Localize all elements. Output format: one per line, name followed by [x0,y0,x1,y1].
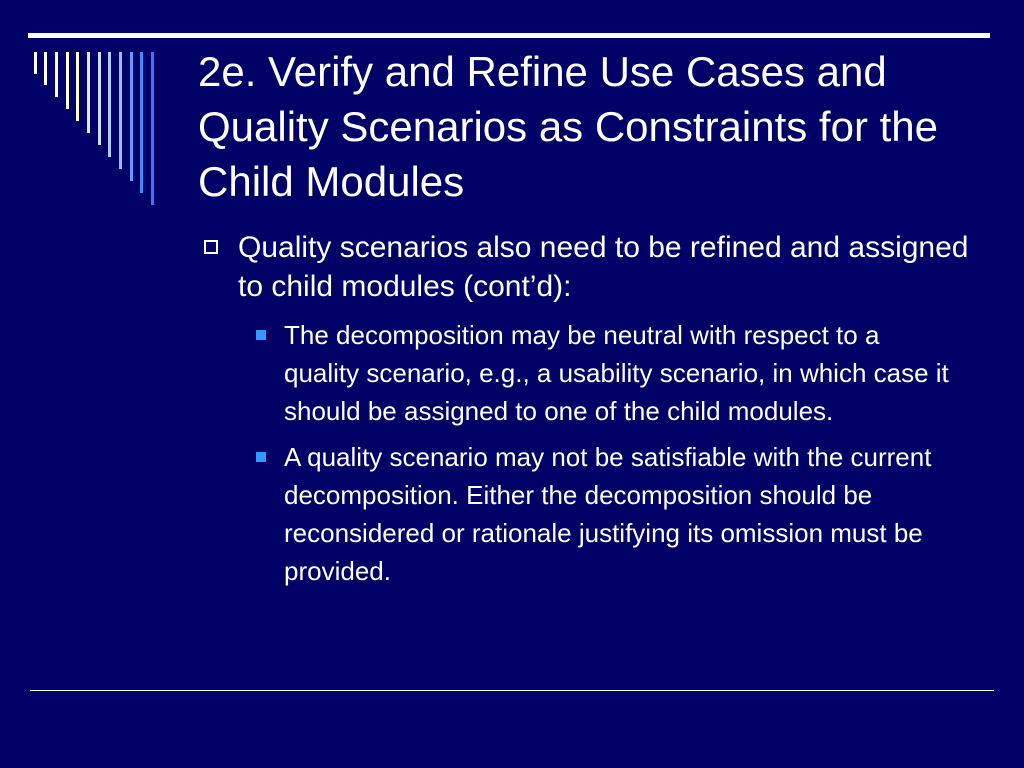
stripe [76,52,79,121]
sub-bullet-text: The decomposition may be neutral with respect to a quality scenario, e.g., a usability scenario, in which case it should be assigned to one of the child modules. [284,320,949,426]
square-bullet-icon [256,330,266,340]
sub-bullet-item [254,438,954,590]
sub-bullet-item [254,316,954,430]
stripe [34,52,37,74]
stripe [108,52,111,157]
sub-bullet-text: A quality scenario may not be satisfiable with the current decomposition. Either the decomposition should be reconsidered or rationale justifying its omission must be provided. [284,442,932,586]
stripe [119,52,122,169]
hollow-square-bullet-icon [204,240,218,254]
top-divider [28,33,990,38]
slide-body [200,228,1000,598]
stripe [87,52,90,133]
stripe [55,52,58,97]
square-bullet-icon [256,452,266,462]
sub-bullet-list [254,316,954,590]
slide-title: 2e. Verify and Refine Use Cases and Quality Scenarios as Constraints for the Child Modules [198,48,939,205]
stripe [44,52,47,85]
bullet-text: Quality scenarios also need to be refined and assigned to child modules (cont’d): [238,231,969,303]
stripe [140,52,143,193]
stripe [130,52,133,181]
bullet-item [200,228,1000,306]
stripe [66,52,69,109]
stripe [151,52,154,205]
stripe [98,52,101,145]
bottom-divider [30,690,994,691]
